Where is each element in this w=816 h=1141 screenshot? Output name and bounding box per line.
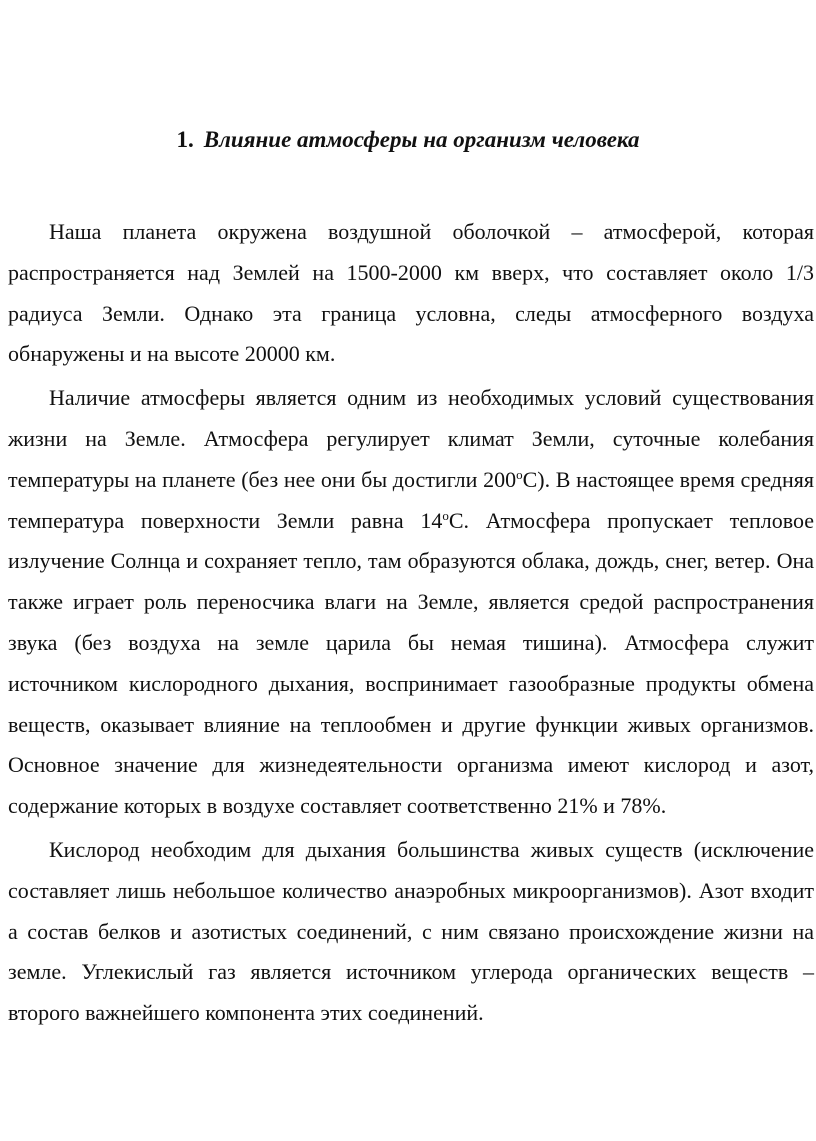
paragraph-oxygen-nitrogen bbox=[8, 830, 814, 1034]
document-body bbox=[8, 212, 814, 1034]
paragraph-text: Наша планета окружена воздушной оболочкой – атмосферой, которая распространяется над Землей на 1500-2000 км вверх, что составляет около 1/3 радиуса Земли. Однако эта граница условна, следы атмосферного воздуха обнаружены и на высоте 20000 км. bbox=[8, 219, 814, 367]
paragraph-text: Кислород необходим для дыхания большинства живых существ (исключение составляет лишь небольшое количество анаэробных микроорганизмов). Азот входит а состав белков и азотистых соединений, с ним связано происхождение жизни на земле. Углекислый газ является источником углерода органических веществ – второго важнейшего компонента этих соединений. bbox=[8, 836, 814, 1026]
paragraph-text: Наличие атмосферы является одним из необходимых условий существования жизни на Земле. Атмосфера регулирует климат Земли, суточные колебания температуры на планете (без нее они бы достигли 200 bbox=[8, 385, 814, 492]
paragraph-text: С. Атмосфера пропускает тепловое излучение Солнца и сохраняет тепло, там образуются облака, дождь, снег, ветер. Она также играет роль переносчика влаги на Земле, является средой распространения звука (без воздуха на земле царила бы немая тишина). Атмосфера служит источником кислородного дыхания, воспринимает газообразные продукты обмена веществ, оказывает влияние на теплообмен и другие функции живых организмов. Основное значение для жизнедеятельности организма имеют кислород и азот, содержание которых в воздухе составляет соответственно 21% и 78%. bbox=[8, 507, 814, 819]
degree-superscript: о bbox=[516, 466, 523, 482]
section-title: Влияние атмосферы на организм человека bbox=[203, 127, 640, 152]
section-number: 1. bbox=[176, 127, 194, 152]
section-heading bbox=[0, 124, 816, 156]
degree-superscript: о bbox=[442, 507, 449, 523]
paragraph-atmosphere-extent bbox=[8, 212, 814, 375]
paragraph-atmosphere-role bbox=[8, 378, 814, 827]
paragraph-text: С). В настоящее время средняя температура поверхности Земли равна 14 bbox=[8, 466, 814, 533]
